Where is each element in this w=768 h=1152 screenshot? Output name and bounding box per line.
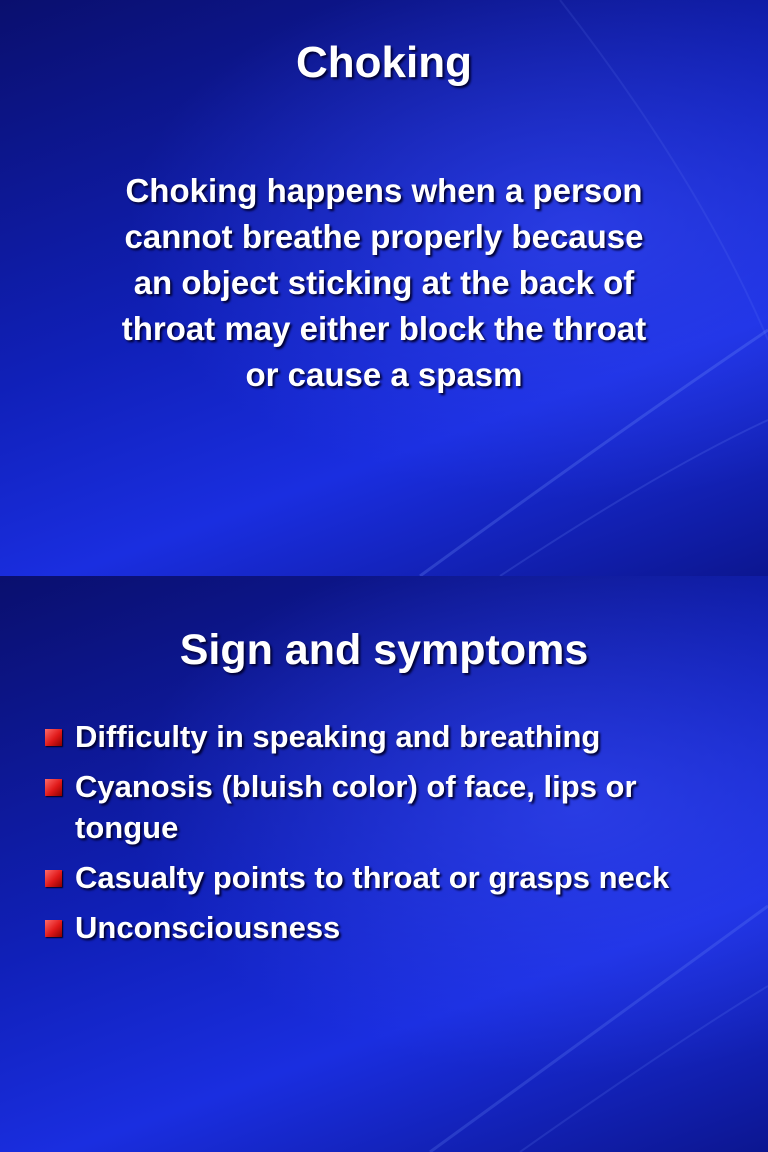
list-item	[44, 907, 734, 948]
list-item	[44, 716, 734, 757]
list-item-text: Difficulty in speaking and breathing	[75, 719, 601, 754]
slide-title: Choking	[296, 38, 472, 87]
red-square-bullet-icon	[45, 779, 62, 796]
red-square-bullet-icon	[45, 920, 62, 937]
red-square-bullet-icon	[45, 870, 62, 887]
slide-sign-and-symptoms	[0, 576, 768, 1152]
list-item-text: Unconsciousness	[75, 910, 341, 945]
slide-title: Sign and symptoms	[179, 626, 589, 674]
list-item	[44, 857, 734, 898]
symptom-list	[44, 716, 734, 957]
list-item-text: Casualty points to throat or grasps neck	[75, 860, 670, 895]
list-item-text: Cyanosis (bluish color) of face, lips or tongue	[75, 769, 637, 845]
list-item	[44, 766, 734, 848]
red-square-bullet-icon	[45, 729, 62, 746]
definition-text: Choking happens when a person cannot breathe properly because an object sticking at the back of throat may either block the throat or cause a spasm	[121, 172, 647, 393]
